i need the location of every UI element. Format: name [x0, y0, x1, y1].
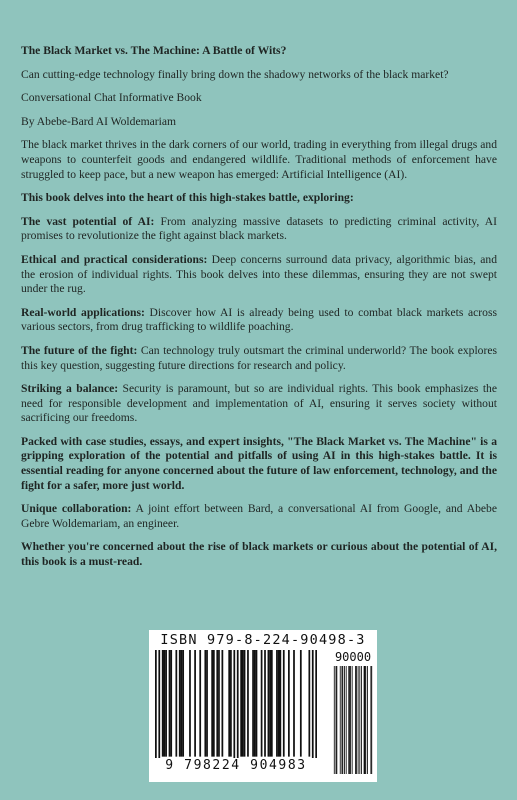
collab-paragraph [21, 502, 497, 531]
section-text: Deep concerns surround data privacy, algorithmic bias, and the erosion of individual rights. This book delves into these dilemmas, ensuring they are not swept under the rug. [21, 252, 497, 296]
section-text: Security is paramount, but so are individual rights. This book emphasizes the need for responsible development and implementation of AI, ensuring it serves society without sacrificing our freedoms. [21, 382, 497, 425]
section-label: The vast potential of AI: [21, 214, 155, 228]
barcode-bar [162, 650, 164, 757]
barcode-bar [276, 650, 278, 757]
barcode-bar [155, 650, 157, 774]
addon-bar [365, 666, 366, 774]
barcode-bar [194, 650, 196, 757]
collab-label: Unique collaboration: [21, 502, 132, 516]
addon-bar [346, 666, 347, 774]
barcode-bar [233, 650, 235, 774]
barcode-bar [230, 650, 232, 757]
barcode-bar [315, 650, 317, 774]
pitch-text: Packed with case studies, essays, and expert insights, "The Black Market vs. The Machine" is a gripping exploration of the potential and pitfalls of using AI in this high-stakes battle. It is essential reading for anyone concerned about the future of law enforcement, technology, and the fight for a safer, more just world. [21, 434, 497, 492]
barcode-bar [293, 650, 295, 757]
barcode-bar [256, 650, 258, 757]
barcode-bar [242, 650, 244, 757]
barcode-bar [268, 650, 270, 757]
section-text: From analyzing massive datasets to predicting criminal activity, AI promises to revolutionize the fight against black markets. [21, 214, 497, 243]
addon-bar [342, 666, 343, 774]
barcode-bar [247, 650, 249, 757]
barcode-bar [213, 650, 215, 757]
section-potential [21, 215, 497, 244]
barcode-bar [300, 650, 302, 757]
explore-heading-para [21, 191, 497, 206]
barcode-bar [240, 650, 242, 757]
section-future [21, 344, 497, 373]
barcode-bar [254, 650, 256, 757]
author-line: By Abebe-Bard AI Woldemariam [21, 114, 177, 128]
addon-bar [340, 666, 341, 774]
section-text: Discover how AI is already being used to combat black markets across various sectors, from drug trafficking to wildlife poaching. [21, 305, 497, 334]
intro-paragraph: The black market thrives in the dark corners of our world, trading in everything from illegal drugs and weapons to counterfeit goods and endangered wildlife. Traditional methods of enforcement have struggled to keep pace, but a new weapon has emerged: Artificial Intelligence (AI). [21, 138, 497, 181]
ean-digits: 9 798224 904983 [153, 758, 319, 774]
barcode-bar [158, 650, 160, 774]
pitch-paragraph [21, 435, 497, 493]
barcode-bar [237, 650, 239, 774]
barcode-bar [244, 650, 246, 757]
barcode-bar [179, 650, 181, 757]
addon-bar [358, 666, 359, 774]
blurb-text [21, 44, 497, 579]
addon-bar [348, 666, 349, 774]
addon-bar [350, 666, 351, 774]
section-label: Real-world applications: [21, 305, 145, 319]
section-ethics [21, 253, 497, 297]
barcode-bar [206, 650, 208, 757]
section-applications [21, 306, 497, 335]
isbn-barcode [149, 630, 377, 782]
closing-paragraph [21, 540, 497, 569]
section-balance [21, 382, 497, 426]
addon-bar [334, 666, 335, 774]
barcode-bar [164, 650, 166, 757]
barcode-bar [312, 650, 314, 774]
addon-bar [367, 666, 368, 774]
barcode-bar [175, 650, 177, 757]
barcode-bar [264, 650, 266, 757]
barcode-bar [204, 650, 206, 757]
barcode-bar [170, 650, 172, 757]
explore-heading: This book delves into the heart of this high-stakes battle, exploring: [21, 191, 354, 205]
barcode-bar [211, 650, 213, 757]
barcode-bar [271, 650, 273, 757]
book-title-para [21, 44, 497, 59]
barcode-bar [278, 650, 280, 757]
barcode-bar [288, 650, 290, 757]
barcode-bar [189, 650, 191, 757]
section-label: Ethical and practical considerations: [21, 252, 208, 266]
ean13-bars [155, 650, 317, 774]
addon-bar [359, 666, 360, 774]
barcode-bar [252, 650, 254, 757]
barcode-bar [182, 650, 184, 757]
barcode-bar [228, 650, 230, 757]
tagline: Can cutting-edge technology finally bring down the shadowy networks of the black market? [21, 67, 449, 81]
barcode-bar [222, 650, 224, 757]
addon-bar [349, 666, 350, 774]
closing-text: Whether you're concerned about the rise of black markets or curious about the potential of AI, this book is a must-read. [21, 540, 497, 569]
addon-bar [355, 666, 356, 774]
addon-bar [370, 666, 371, 774]
barcode-bar [269, 650, 271, 757]
barcode-bar [165, 650, 167, 757]
barcode-bar [283, 650, 285, 757]
barcode-bar [199, 650, 201, 757]
collab-text: A joint effort between Bard, a conversational AI from Google, and Abebe Gebre Woldemariam, an engineer. [21, 502, 497, 530]
barcode-bar [216, 650, 218, 757]
addon-bar [344, 666, 345, 774]
barcode-bar [169, 650, 171, 757]
addon-bar [371, 666, 372, 774]
barcode-bar [218, 650, 220, 757]
isbn-number: ISBN 979-8-224-90498-3 [160, 632, 366, 648]
addon-bar [336, 666, 337, 774]
addon-bar [364, 666, 365, 774]
price-addon-code: 90000 [334, 650, 372, 664]
barcode-bar [308, 650, 310, 757]
barcode-bar [261, 650, 263, 757]
addon-bar [342, 666, 343, 774]
barcode-bar [279, 650, 281, 757]
addon-bar [361, 666, 362, 774]
addon-bar [364, 666, 365, 774]
addon-bar [336, 666, 337, 774]
section-text: Can technology truly outsmart the criminal underworld? The book explores this key question, suggesting future directions for research and policy. [21, 343, 497, 372]
addon-bars [333, 666, 373, 774]
addon-bar [356, 666, 357, 774]
book-title: The Black Market vs. The Machine: A Battle of Wits? [21, 44, 287, 57]
subtitle: Conversational Chat Informative Book [21, 91, 202, 105]
barcode-bar [181, 650, 183, 757]
addon-bar [352, 666, 353, 774]
section-label: Striking a balance: [21, 382, 119, 396]
section-label: The future of the fight: [21, 343, 138, 357]
